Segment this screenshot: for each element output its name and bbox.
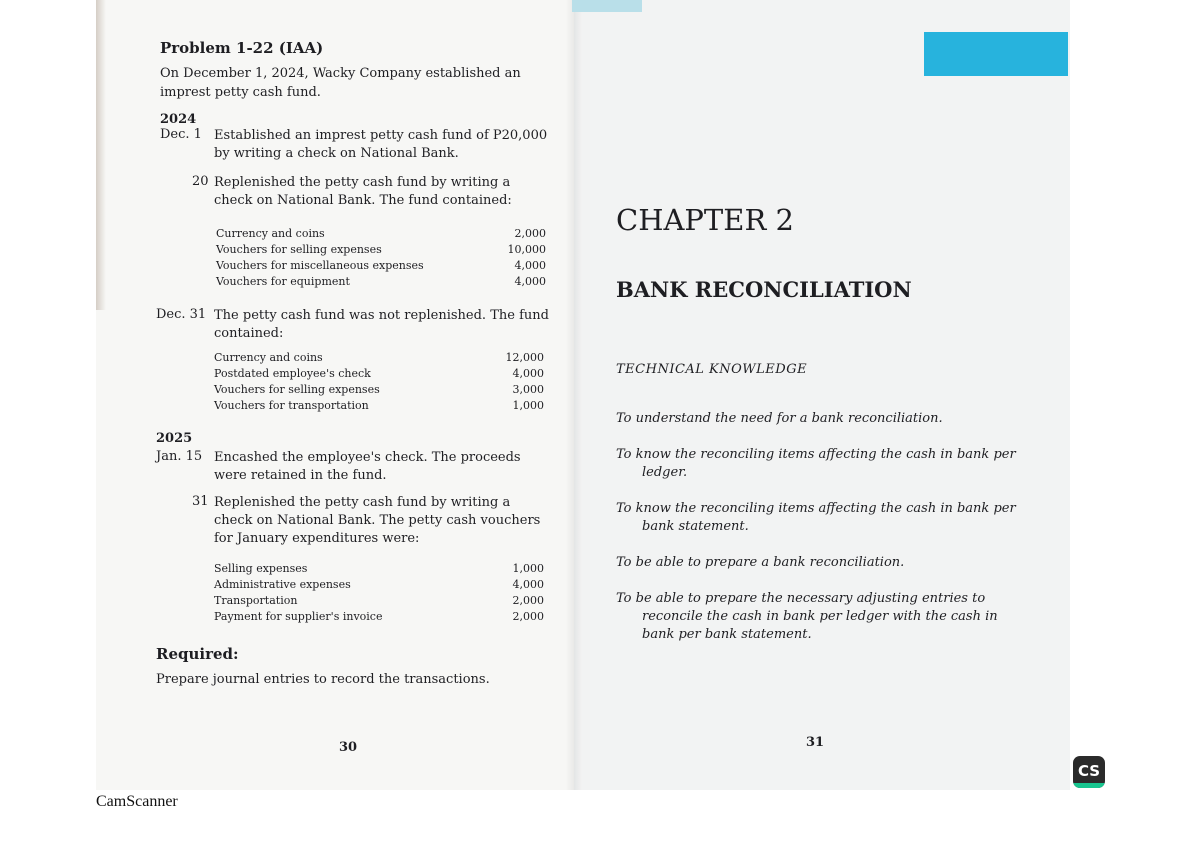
camscanner-logo-icon <box>1073 756 1105 788</box>
list-item <box>214 382 544 398</box>
page-number-right: 31 <box>806 735 825 750</box>
page-tab-marker <box>572 0 642 12</box>
item-amount: 2,000 <box>512 594 544 607</box>
problem-title: Problem 1-22 (IAA) <box>160 39 324 57</box>
item-label: Transportation <box>214 594 298 607</box>
item-amount: 3,000 <box>512 383 544 396</box>
item-label: Payment for supplier's invoice <box>214 610 383 623</box>
objective-text: To know the reconciling items affecting the cash in bank per <box>616 501 1016 516</box>
left-page <box>96 0 574 790</box>
item-label: Vouchers for transportation <box>214 399 369 412</box>
objective-continuation: bank statement. <box>642 519 749 534</box>
page-number-left: 30 <box>339 740 358 755</box>
list-item <box>214 350 544 366</box>
entry-text-dec1: Established an imprest petty cash fund of P20,000 by writing a check on National Bank. <box>214 128 548 161</box>
required-heading: Required: <box>156 645 239 663</box>
entry-date-dec31: Dec. 31 <box>156 307 207 322</box>
list-item <box>214 577 544 593</box>
item-amount: 4,000 <box>512 367 544 380</box>
list-item <box>216 242 546 258</box>
year-2025: 2025 <box>156 431 193 446</box>
item-label: Currency and coins <box>214 351 323 364</box>
entry-text-jan31: Replenished the petty cash fund by writing a check on National Bank. The petty cash vouchers for January expenditures were: <box>214 495 541 546</box>
list-item <box>214 593 544 609</box>
item-label: Currency and coins <box>216 227 325 240</box>
chapter-heading: CHAPTER 2 <box>616 203 794 237</box>
year-2024: 2024 <box>160 112 197 127</box>
objective-text: To be able to prepare a bank reconciliation. <box>616 555 905 570</box>
objective-item <box>616 446 1016 482</box>
list-item <box>214 398 544 414</box>
list-item <box>216 258 546 274</box>
jan31-voucher-items <box>214 561 544 625</box>
objective-text: To know the reconciling items affecting the cash in bank per <box>616 447 1016 462</box>
list-item <box>214 366 544 382</box>
dec20-fund-items <box>216 226 546 290</box>
item-label: Postdated employee's check <box>214 367 371 380</box>
item-amount: 2,000 <box>512 610 544 623</box>
item-label: Vouchers for equipment <box>216 275 350 288</box>
objective-continuation: reconcile the cash in bank per ledger with the cash in bank per bank statement. <box>642 609 998 642</box>
item-label: Selling expenses <box>214 562 308 575</box>
item-amount: 4,000 <box>514 259 546 272</box>
item-label: Administrative expenses <box>214 578 351 591</box>
item-label: Vouchers for selling expenses <box>214 383 380 396</box>
chapter-title: BANK RECONCILIATION <box>616 277 912 302</box>
book-gutter <box>566 0 582 790</box>
entry-text-dec31: The petty cash fund was not replenished. The fund contained: <box>214 308 549 341</box>
objective-item <box>616 554 1016 572</box>
logo-text: CS <box>1077 762 1101 780</box>
entry-date-jan15: Jan. 15 <box>156 449 203 464</box>
objective-text: To understand the need for a bank reconciliation. <box>616 411 943 426</box>
camscanner-watermark: CamScanner <box>96 793 178 810</box>
item-amount: 4,000 <box>512 578 544 591</box>
item-label: Vouchers for selling expenses <box>216 243 382 256</box>
required-text: Prepare journal entries to record the transactions. <box>156 672 490 687</box>
entry-date-dec1: Dec. 1 <box>160 127 202 142</box>
entry-text-jan15: Encashed the employee's check. The proceeds were retained in the fund. <box>214 450 521 483</box>
entry-text-dec20: Replenished the petty cash fund by writing a check on National Bank. The fund contained: <box>214 175 512 208</box>
item-amount: 1,000 <box>512 562 544 575</box>
scanned-spread <box>96 0 1070 790</box>
list-item <box>214 561 544 577</box>
list-item <box>216 274 546 290</box>
logo-bar <box>1073 783 1105 788</box>
entry-date-dec20: 20 <box>192 174 209 189</box>
objective-text: To be able to prepare the necessary adjusting entries to <box>616 591 986 606</box>
section-heading: TECHNICAL KNOWLEDGE <box>616 362 808 377</box>
objective-item <box>616 410 1016 428</box>
item-amount: 2,000 <box>514 227 546 240</box>
objective-item <box>616 500 1016 536</box>
item-label: Vouchers for miscellaneous expenses <box>216 259 424 272</box>
dec31-fund-items <box>214 350 544 414</box>
chapter-color-block <box>924 32 1068 76</box>
list-item <box>214 609 544 625</box>
page-edge-shadow <box>96 0 106 310</box>
right-page <box>574 0 1070 790</box>
item-amount: 4,000 <box>514 275 546 288</box>
objective-item <box>616 590 1016 644</box>
entry-date-jan31: 31 <box>192 494 209 509</box>
problem-intro: On December 1, 2024, Wacky Company established an imprest petty cash fund. <box>160 66 521 100</box>
list-item <box>216 226 546 242</box>
item-amount: 10,000 <box>507 243 546 256</box>
item-amount: 12,000 <box>505 351 544 364</box>
item-amount: 1,000 <box>512 399 544 412</box>
objective-continuation: ledger. <box>642 465 688 480</box>
